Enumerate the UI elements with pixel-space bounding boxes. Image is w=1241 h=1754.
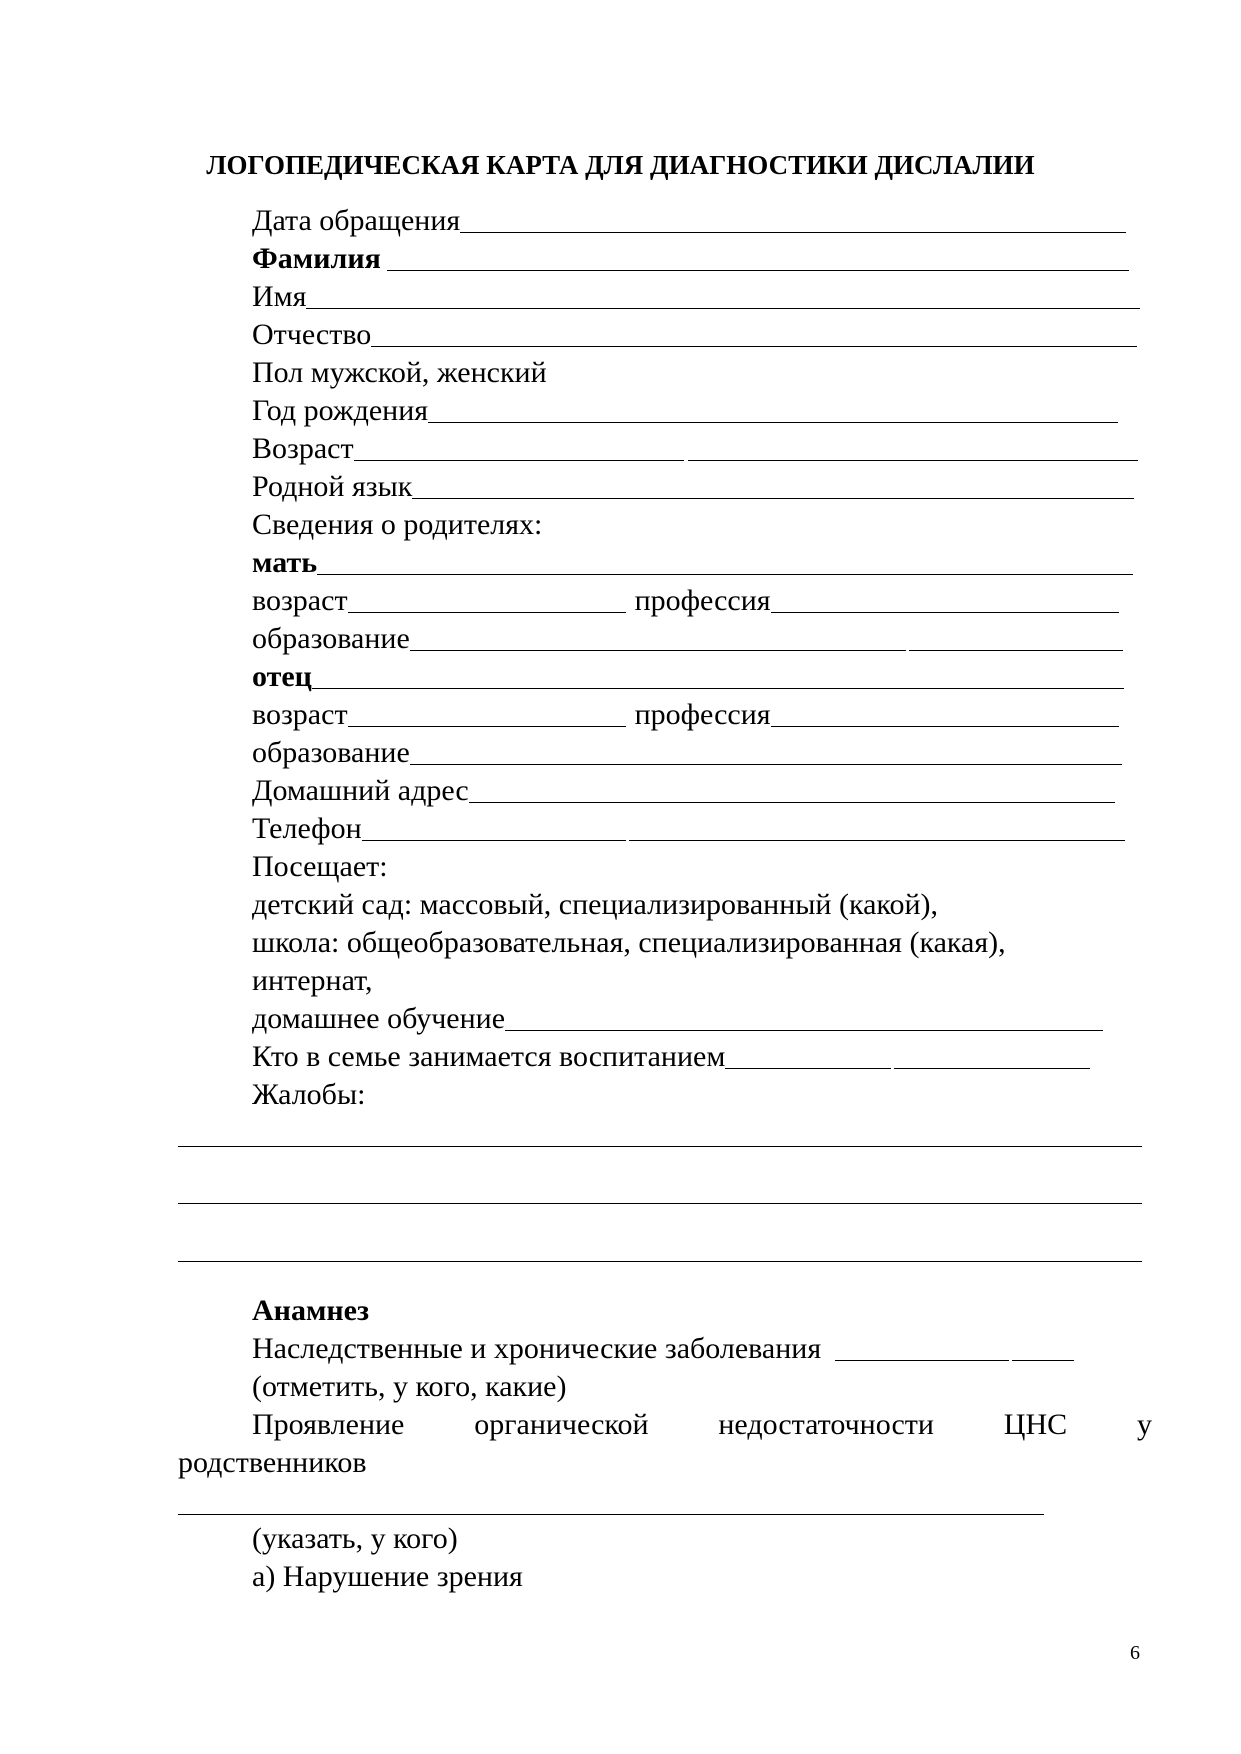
complaints-line-2[interactable]	[178, 1203, 1142, 1204]
mother-label: мать	[252, 546, 318, 579]
cns-cont-label: родственников	[178, 1446, 367, 1479]
cns-note-row	[252, 1520, 458, 1558]
mother-profession-label: профессия	[634, 584, 771, 617]
cns-note: (указать, у кого)	[252, 1522, 458, 1555]
patronymic-field[interactable]	[371, 318, 1137, 347]
birth-year-field[interactable]	[428, 394, 1118, 423]
complaints-line-3[interactable]	[178, 1261, 1142, 1262]
cns-line[interactable]	[178, 1514, 1044, 1515]
upbringing-row	[252, 1038, 1090, 1076]
document-title: ЛОГОПЕДИЧЕСКАЯ КАРТА ДЛЯ ДИАГНОСТИКИ ДИСЛАЛИИ	[206, 150, 1035, 180]
complaints-row	[252, 1076, 365, 1114]
native-language-row	[252, 468, 1134, 506]
hereditary-field-extra[interactable]	[1012, 1332, 1074, 1361]
parents-info-label: Сведения о родителях:	[252, 508, 543, 541]
name-row	[252, 278, 1140, 316]
mother-education-label: образование	[252, 622, 410, 655]
birth-year-label: Год рождения	[252, 394, 429, 427]
age-row	[252, 430, 1138, 468]
father-education-row	[252, 734, 1122, 772]
hereditary-label: Наследственные и хронические заболевания	[252, 1332, 822, 1365]
name-label: Имя	[252, 280, 307, 313]
vision-row	[252, 1558, 523, 1596]
cns-word-4: ЦНС	[1003, 1408, 1068, 1441]
age-field-extra[interactable]	[688, 432, 1138, 461]
address-row	[252, 772, 1115, 810]
hereditary-field[interactable]	[835, 1332, 1009, 1361]
sex-label: Пол мужской, женский	[252, 356, 547, 389]
upbringing-field-extra[interactable]	[894, 1040, 1090, 1069]
home-schooling-field[interactable]	[505, 1002, 1103, 1031]
boarding-label: интернат,	[252, 964, 373, 997]
cns-row	[252, 1406, 1152, 1444]
date-field[interactable]	[460, 204, 1126, 233]
mother-education-field-extra[interactable]	[909, 622, 1123, 651]
kindergarten-row	[252, 886, 938, 924]
phone-row	[252, 810, 1125, 848]
cns-word-1: Проявление	[252, 1408, 405, 1441]
father-age-row	[252, 696, 1119, 734]
father-row	[252, 658, 1124, 696]
father-label: отец	[252, 660, 312, 693]
cns-word-2: органической	[474, 1408, 649, 1441]
attends-label: Посещает:	[252, 850, 388, 883]
father-education-field[interactable]	[410, 736, 1122, 765]
address-label: Домашний адрес	[252, 774, 469, 807]
upbringing-field[interactable]	[725, 1040, 891, 1069]
phone-label: Телефон	[252, 812, 362, 845]
father-profession-label: профессия	[634, 698, 771, 731]
name-field[interactable]	[306, 280, 1140, 309]
complaints-line-1[interactable]	[178, 1146, 1142, 1147]
father-profession-field[interactable]	[771, 698, 1119, 727]
surname-field[interactable]	[387, 242, 1129, 271]
anamnesis-heading: Анамнез	[252, 1294, 370, 1327]
surname-label: Фамилия	[252, 242, 381, 275]
date-row	[252, 202, 1126, 240]
home-schooling-label: домашнее обучение	[252, 1002, 506, 1035]
complaints-label: Жалобы:	[252, 1078, 366, 1111]
mother-age-row	[252, 582, 1119, 620]
father-age-field[interactable]	[348, 698, 626, 727]
boarding-row	[252, 962, 372, 1000]
anamnesis-heading-row	[252, 1292, 369, 1330]
cns-cont-row	[178, 1444, 367, 1482]
father-age-label: возраст	[252, 698, 348, 731]
mother-education-row	[252, 620, 1123, 658]
sex-row	[252, 354, 547, 392]
hereditary-note-row	[252, 1368, 566, 1406]
hereditary-row	[252, 1330, 1074, 1368]
native-language-field[interactable]	[412, 470, 1134, 499]
father-education-label: образование	[252, 736, 410, 769]
mother-age-label: возраст	[252, 584, 348, 617]
cns-word-3: недостаточности	[718, 1408, 934, 1441]
father-field[interactable]	[312, 660, 1124, 689]
parents-info-row	[252, 506, 542, 544]
native-language-label: Родной язык	[252, 470, 413, 503]
vision-label: а) Нарушение зрения	[252, 1560, 523, 1593]
patronymic-row	[252, 316, 1137, 354]
patronymic-label: Отчество	[252, 318, 372, 351]
home-schooling-row	[252, 1000, 1103, 1038]
mother-row	[252, 544, 1133, 582]
attends-row	[252, 848, 388, 886]
school-label: школа: общеобразовательная, специализированная (какая),	[252, 926, 1006, 959]
mother-field[interactable]	[317, 546, 1133, 575]
birth-year-row	[252, 392, 1118, 430]
mother-profession-field[interactable]	[771, 584, 1119, 613]
phone-field[interactable]	[362, 812, 626, 841]
page-number: 6	[1130, 1642, 1140, 1664]
date-label: Дата обращения	[252, 204, 461, 237]
school-row	[252, 924, 1006, 962]
age-field[interactable]	[354, 432, 684, 461]
hereditary-note: (отметить, у кого, какие)	[252, 1370, 567, 1403]
address-field[interactable]	[469, 774, 1115, 803]
cns-word-5: у	[1136, 1408, 1152, 1441]
surname-row	[252, 240, 1129, 278]
upbringing-label: Кто в семье занимается воспитанием	[252, 1040, 726, 1073]
mother-education-field[interactable]	[410, 622, 906, 651]
phone-field-extra[interactable]	[629, 812, 1125, 841]
age-label: Возраст	[252, 432, 354, 465]
mother-age-field[interactable]	[348, 584, 626, 613]
kindergarten-label: детский сад: массовый, специализированный (какой),	[252, 888, 938, 921]
